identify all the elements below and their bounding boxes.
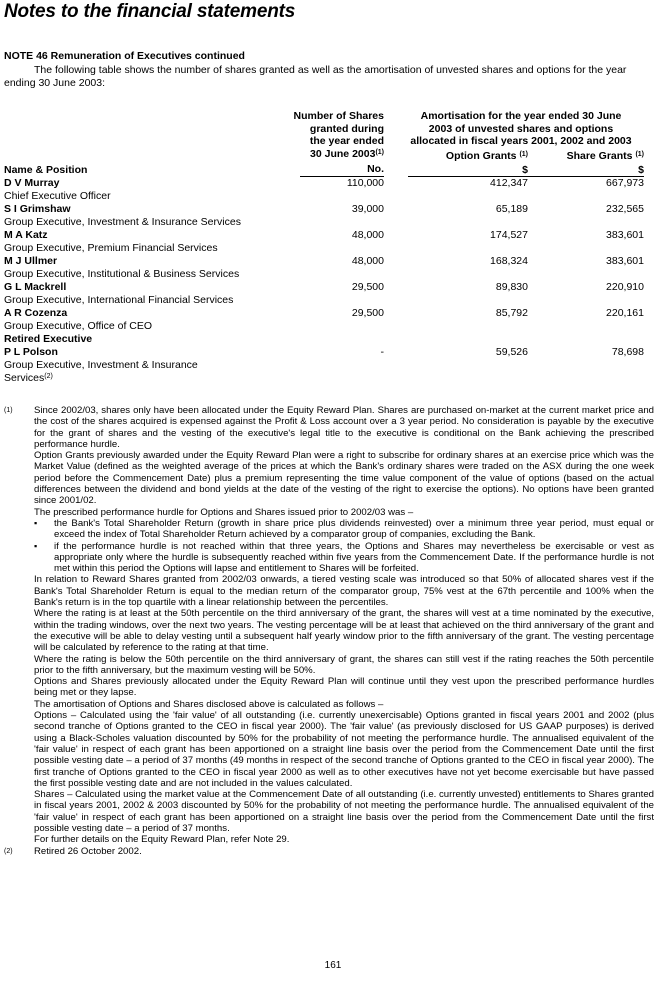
footnotes <box>4 405 654 857</box>
page-title: Notes to the financial statements <box>4 1 296 22</box>
table-row: M A Katz Group Executive, Premium Financial Services 48,000 174,527 383,601 <box>4 229 644 254</box>
footnote-marker: (1) <box>4 407 13 414</box>
header-option-grants: Option Grants $^{(1)}$ <box>445 150 528 162</box>
page-number: 161 <box>324 960 342 971</box>
footnote-1: (1) Since 2002/03, shares only have been allocated under the Equity Reward Plan. Shares are purchased on-market at the current market price and the cost of the shares acquired is expensed against the Profit & Loss account over a 3 year period. No consideration is payable by the executive for the grant of shares and the vesting of the executive's legal title to the executive is conditional on the Bank achieving the prescribed performance hurdle. Option Grants previously awarded under the Equity Reward Plan were a right to subscribe for ordinary shares at an exercise price which was the Market Value (defined as the weighted average of the prices at which the Bank's ordinary shares were traded on the ASX during the one week period before the Commencement Date) plus a premium representing the time value component of the value of options (based on the actual differences between the dividend and bond yields at the date of the vesting of the right to exercise the options). No options have been granted since 2001/02. The prescribed performance hurdle for Options and Shares issued prior to 2002/03 was – ▪ the Bank's Total Shareholder Return (growth in share price plus dividends reinvested) over a minimum three year period, must equal or exceed the index of Total Shareholder Return achieved by a comparator group of companies, excluding the Bank. ▪ if the performance hurdle is not reached within that three years, the Options and Shares may nevertheless be exercisable or vest as appropriate only where the hurdle is subsequently reached within five years from the Commencement Date. If the performance hurdle is not met within this period the Options will lapse and entitlement to Shares will be forfeited. In relation to Reward Shares granted from 2002/03 onwards, a tiered vesting scale was introduced so that 50% of allocated shares vest if the Bank's Total Shareholder Return is equal to the median return of the comparator group, 75% vest at the 67th percentile and 100% when the Bank's return is in the top quartile with a linear relationship between the percentiles. Where the rating is at least at the 50th percentile on the third anniversary of the grant, the shares will vest at a time nominated by the executive, within the trading windows, over the next two years. The vesting percentage will be at least that achieved on the third anniversary of the grant and the executive will be able to delay vesting until a subsequent half yearly window prior to the fifth anniversary of the grant. The vesting percentage will be calculated by reference to the rating at that time. Where the rating is below the 50th percentile on the third anniversary of grant, the shares can still vest if the rating reaches the 50th percentile prior to the fifth anniversary, but the maximum vesting will be 50%. Options and Shares previously allocated under the Equity Reward Plan will continue until they vest upon the prescribed performance hurdles being met or they lapse. The amortisation of Options and Shares disclosed above is calculated as follows – Options – Calculated using the 'fair value' of all outstanding (i.e. currently unexercisable) Options granted in fiscal years 2001 and 2002 (plus second tranche of Options granted to the CEO in fiscal year 2000). The 'fair value' (as previously disclosed for US GAAP purposes) is derived using a Black-Scholes valuation discounted by 50% for the probability of not meeting the performance hurdle. The annualised equivalent of the 'fair value' in respect of each grant has been apportioned on a straight line basis over the period from the Commencement Date until the first possible vesting date – a period of 37 months (49 months in respect of the second tranche of Options granted to the CEO in fiscal year 2000). The first tranche of Options granted to the CEO in fiscal year 2000 as well as to other executives have not yet become exercisable but have passed the first possible vesting date and are not included in the values calculated. Shares – Calculated using the market value at the Commencement Date of all outstanding (i.e. currently unvested) entitlements to Shares granted in fiscal years 2001, 2002 & 2003 discounted by 50% for the probability of not meeting the performance hurdle. The annualised equivalent of the 'fair value' in respect of each grant has been apportioned on a straight line basis over the period from the Commencement Date until the first possible vesting date – a period of 37 months. For further details on the Equity Reward Plan, refer Note 29. <box>4 405 654 846</box>
table-row: M J Ullmer Group Executive, Institutional & Business Services 48,000 168,324 383,601 <box>4 255 644 280</box>
executive-table <box>0 177 666 386</box>
note-heading: NOTE 46 Remuneration of Executives continued <box>4 50 245 62</box>
table-row: P L Polson Group Executive, Investment & Insurance Services$^{(2)}$ - 59,526 78,698 <box>4 346 644 384</box>
footnote-marker: (2) <box>4 847 13 855</box>
footnote-2: (2) Retired 26 October 2002. <box>4 845 142 857</box>
header-number-of-shares: Number of Shares granted during the year ended 30 June 2003$^{(1)}$ <box>293 110 384 160</box>
header-amortisation: Amortisation for the year ended 30 June 2003 of unvested shares and options allocated in fiscal years 2001, 2002 and 2003 <box>410 110 632 147</box>
list-item: ▪ the Bank's Total Shareholder Return (growth in share price plus dividends reinvested) over a minimum three year period, must equal or exceed the index of Total Shareholder Return achieved by a comparator group of companies, excluding the Bank. <box>34 518 654 541</box>
hurdle-list <box>34 518 654 574</box>
header-unit-no: No. <box>367 163 384 175</box>
table-row: G L Mackrell Group Executive, International Financial Services 29,500 89,830 220,910 <box>4 281 644 306</box>
table-row: A R Cozenza Group Executive, Office of CEO 29,500 85,792 220,161 <box>4 307 644 332</box>
header-name-position: Name & Position <box>4 164 88 176</box>
header-share-grants: Share Grants $^{(1)}$ <box>566 150 644 162</box>
header-unit-dollar-shares: $ <box>638 164 644 176</box>
retired-heading: Retired Executive <box>4 333 93 345</box>
header-unit-dollar-options: $ <box>522 164 528 176</box>
table-row: D V Murray Chief Executive Officer 110,000 412,347 667,973 <box>4 177 644 202</box>
intro-text: The following table shows the number of shares granted as well as the amortisation of unvested shares and options for the year ending 30 June 2003: <box>4 64 627 89</box>
list-item: ▪ if the performance hurdle is not reached within that three years, the Options and Shares may nevertheless be exercisable or vest as appropriate only where the hurdle is subsequently reached within five years from the Commencement Date. If the performance hurdle is not met within this period the Options will lapse and entitlement to Shares will be forfeited. <box>34 541 654 575</box>
table-row: S I Grimshaw Group Executive, Investment & Insurance Services 39,000 65,189 232,565 <box>4 203 644 228</box>
